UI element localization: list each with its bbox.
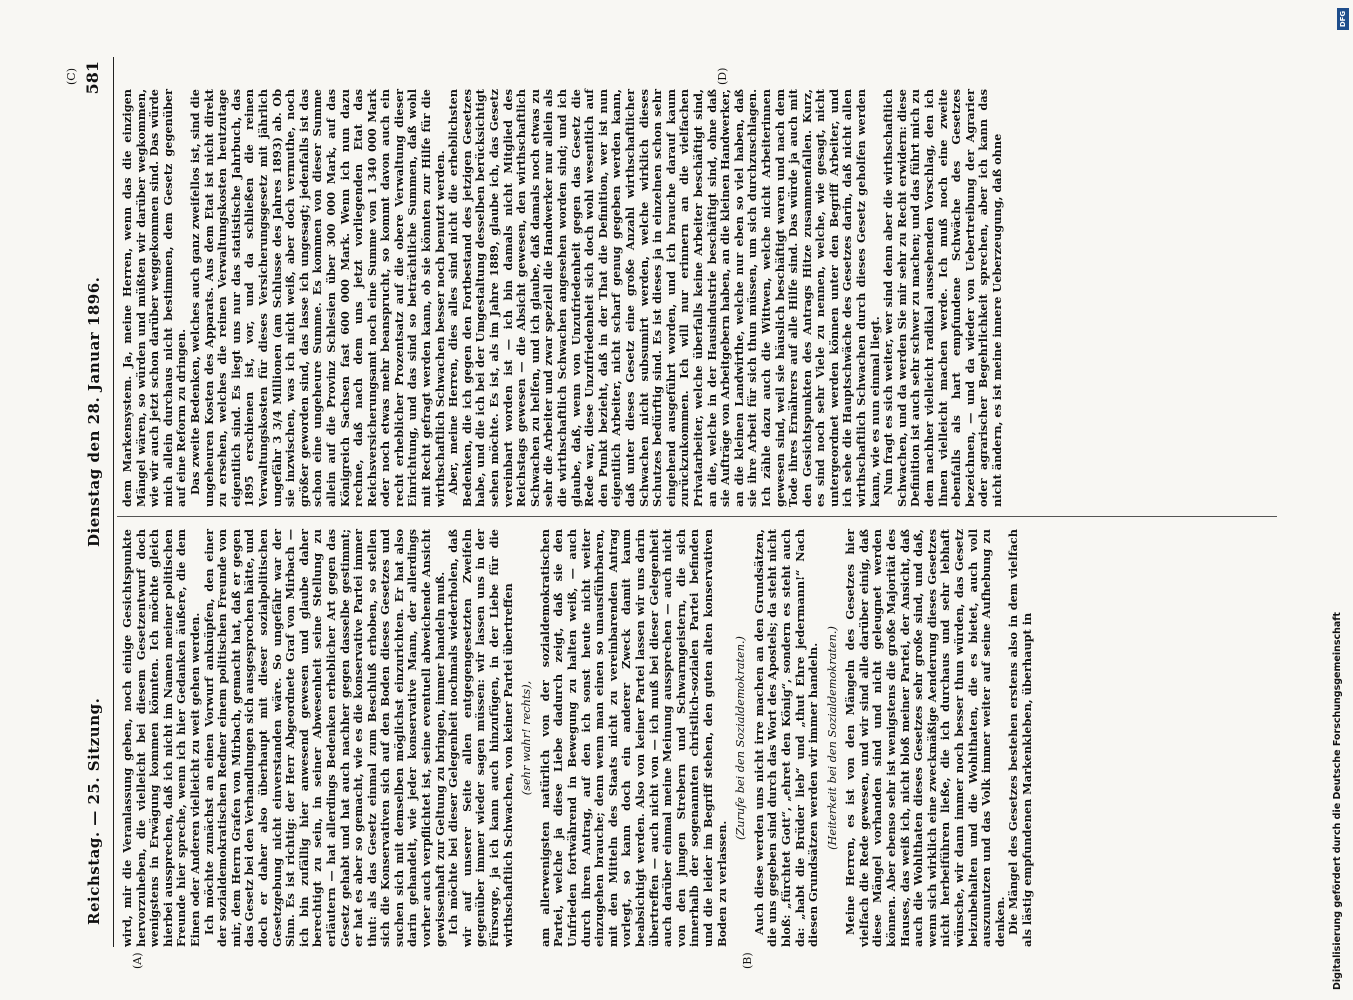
interjection: (Heiterkeit bei den Sozialdemokraten.) (825, 626, 839, 850)
page-number: 581 (83, 61, 102, 95)
running-header (81, 57, 111, 947)
left-column (121, 529, 1035, 947)
paragraph: Ich möchte zunächst an einen Vorwurf anknüpfen, den einer der sozialdemokratischen Redner einem politischen Freunde von mir, dem Herrn Grafen von Mirbach, gemacht hat, daß er gegen das Gesetz bei den Verhandlungen sich ausgesprochen hätte, und doch er daher also überhaupt mit dieser sozialpolitischen Gesetzgebung nicht einverstanden wäre. So ungefähr war der Sinn. Es ist richtig: der Herr Abgeordnete Graf von Mirbach — ich bin zufällig hier anwesend gewesen und glaube daher berechtigt zu sein, in seiner Abwesenheit seine Stellung zu erläutern — hat allerdings Bedenken erheblicher Art gegen das Gesetz gehabt und hat auch nachher gegen dasselbe gestimmt; er hat es aber so gemacht, wie es die konservative Partei immer thut: als das Gesetz einmal zum Beschluß erhoben, so stellen sich die Konservativen sich auf den Boden dieses Gesetzes und suchen sich mit demselben möglichst einzurichten. Er hat also darin gehandelt, wie jeder konservative Mann, der allerdings vorher auch verpflichtet ist, seine eventuell abweichende Ansicht gewissenhaft zur Geltung zu bringen, immer handeln muß. (201, 529, 447, 947)
header-session: Reichstag. — 25. Sitzung. (85, 697, 103, 925)
interjection: (sehr wahr! rechts), (520, 680, 534, 796)
paragraph: Nun fragt es sich weiter, wer sind denn aber die wirthschaftlich Schwachen, und da werden Sie mir sehr zu Recht erwidern: diese Definition ist auch sehr schwer zu machen; und das führt mich zu dem nachher vielleicht radikal aussehenden Vorschlag, den ich Ihnen vielleicht machen werde. Ich muß noch eine zweite ebenfalls als hart empfundene Schwäche des Gesetzes bezeichnen, — und da wieder von Uebertreibung der Agrarier oder agrarischer Begehrlichkeit sprechen, aber ich kann das nicht ändern, es ist meine innere Ueberzeugung, daß ohne (881, 89, 1004, 507)
paragraph: Auch diese werden uns nicht irre machen an den Grundsätzen, die uns gegeben sind durch das Wort des Apostels; da steht nicht bloß: „fürchtet Gott“, „ehret den König“, sondern es steht auch da: „habt die Brüder lieb“ und „thut Ehre jedermann!“ Nach diesen Grundsätzen werden wir immer handeln. (751, 529, 821, 947)
margin-marker-d: (D) (716, 67, 729, 85)
margin-marker-a: (A) (131, 952, 144, 969)
paragraph: Meine Herren, es ist von den Mängeln des Gesetzes hier vielfach die Rede gewesen, und wir sind alle darüber einig, daß diese Mängel vorhanden sind und nicht geleugnet werden können. Aber ebenso sehr ist wenigstens die große Majorität des Hauses, das weiß ich, nicht bloß meiner Partei, der Ansicht, daß auch die Wohlthaten dieses Gesetzes sehr große sind, und daß, wenn sich wirklich eine zweckmäßige Aenderung dieses Gesetzes nicht herbeiführen ließe, die ich durchaus und sehr lebhaft wünsche, wir dann immer noch besser thun würden, das Gesetz beizubehalten und die Wohlthaten, die es bietet, auch voll auszunutzen und das Volk immer weiter auf seine Aufhebung zu denken. (843, 529, 1007, 947)
digitization-credit: Digitalisierung gefördert durch die Deutsche Forschungsgemeinschaft (1332, 612, 1343, 990)
dfg-logo-text: DFG (1339, 10, 1347, 28)
page-content (65, 57, 1286, 969)
paragraph: Ich möchte bei dieser Gelegenheit nochmals wiederholen, daß wir auf unserer Seite allen entgegengesetzten Zweifeln gegenüber immer wieder sagen müssen: wir lassen uns in der Fürsorge, ja ich kann auch hinzufügen, in der Liebe für die wirthschaftlich Schwachen, von keiner Partei übertreffen (446, 529, 515, 947)
column-divider (117, 516, 1277, 517)
paragraph: am allerwenigsten natürlich von der sozialdemokratischen Partei, welche ja diese Liebe dadurch zeigt, daß sie den Unfrieden fortwährend in Bewegung zu halten weiß, — auch durch ihren Antrag, auf den ich sonst heute nicht weiter einzugehen brauche; denn wenn man einen so unausführbaren, mit den Mitteln des Staats nicht zu vereinbarenden Antrag vorlegt, so kann doch ein anderer Zweck damit kaum beabsichtigt werden. Also von keiner Partei lassen wir uns darin übertreffen — auch nicht von — ich muß bei dieser Gelegenheit auch darüber einmal meine Meinung aussprechen — auch nicht von den jungen Strebern und Schwarmgeistern, die sich innerhalb der sogenannten christlich-sozialen Partei befinden und die leider im Begriff stehen, den guten alten konservativen Boden zu verlassen. (537, 529, 729, 947)
paragraph: dem Markensystem. Ja, meine Herren, wenn das die einzigen Mängel wären, so würden und müßten wir darüber wegkommen, wie wir auch jetzt schon darüber weggekommen sind. Das würde mich allein durchaus nicht bestimmen, dem Gesetz gegenüber auf eine Reform zu dringen. (120, 89, 189, 507)
paragraph: Die Mängel des Gesetzes bestehen erstens also in dem vielfach als lästig empfundenen Markenkleben, überhaupt in (1006, 529, 1034, 947)
paragraph: Das zweite Bedenken, welches auch ganz zweifellos ist, sind die ungeheuren Kosten des Apparats. Aus dem Etat ist nicht direkt zu ersehen, welches die reinen Verwaltungskosten heutzutage eigentlich sind. Es liegt uns nur das statistische Jahrbuch, das 1895 erschienen ist, vor, und da schließen die reinen Verwaltungskosten für dieses Versicherungsgesetz mit jährlich ungefähr 3 3/4 Millionen (am Schlusse des Jahres 1893) ab. Ob sie inzwischen, was ich nicht weiß, aber doch vermuthe, noch größer geworden sind, das lasse ich ungesagt; jedenfalls ist das schon eine ungeheure Summe. Es kommen von dieser Summe allein auf die Provinz Schlesien über 300 000 Mark, auf das Königreich Sachsen fast 600 000 Mark. Wenn ich nun dazu rechne, daß nach dem uns jetzt vorliegenden Etat das Reichsversicherungsamt noch eine Summe von 1 340 000 Mark oder noch etwas mehr beansprucht, so kommt davon auch ein recht erheblicher Prozentsatz auf die obere Verwaltung dieser Einrichtung, und das sind so beträchtliche Summen, daß wohl mit Recht gefragt werden kann, ob sie könnten zur Hilfe für die wirthschaftlich Schwachen besser noch benutzt werden. (187, 89, 447, 507)
right-column (121, 89, 1005, 507)
header-rule (113, 57, 114, 947)
header-date: Dienstag den 28. Januar 1896. (85, 276, 103, 547)
paragraph: Aber, meine Herren, dies alles sind nicht die erheblichsten Bedenken, die ich gegen den Fortbestand des jetzigen Gesetzes habe, und die ich bei der Umgestaltung desselben berücksichtigt sehen möchte. Es ist, als im Jahre 1889, glaube ich, das Gesetz vereinbart worden ist — ich bin damals nicht Mitglied des Reichstags gewesen — die Absicht gewesen, den wirthschaftlich Schwachen zu helfen, und ich glaube, daß damals noch etwas zu sehr die Arbeiter und zwar speziell die Handwerker nur allein als die wirthschaftlich Schwachen angesehen worden sind; und ich glaube, daß, wenn von Unzufriedenheit gegen das Gesetz die Rede war, diese Unzufriedenheit sich doch wohl wesentlich auf den Punkt bezieht, daß in der That die Definition, wer ist nun eigentlich Arbeiter, nicht scharf genug gegeben werden kann, daß unter dieses Gesetz eine große Anzahl wirthschaftlicher Schwachen nicht subsumirt werden, welche wirklich dieses Schutzes bedürftig sind. Es ist dieses ja in einzelnen schon sehr eingehend ausgeführt worden, und ich brauche darauf kaum zurückzukommen. Ich will nur erinnern an die vielfachen Privatarbeiter, welche überfalls keine Arbeiter beschäftigt sind, an die, welche in der Hausindustrie beschäftigt sind, ohne daß sie Aufträge von Arbeitgebern haben, an die kleinen Handwerker, an die kleinen Landwirthe, welche nur eben so viel haben, daß sie ihre Arbeit für sich thun müssen, um sich durchzuschlagen. Ich zähle dazu auch die Wittwen, welche nicht Arbeiterinnen gewesen sind, weil sie häuslich beschäftigt waren und nach dem Tode ihres Ernährers auf alle Hilfe sind. Das würde ja auch mit den Gesichtspunkten des Antrags Hitze zusammenfallen. Kurz, es sind noch sehr Viele zu nennen, welche, wie gesagt, nicht untergeordnet werden können unter den Begriff Arbeiter, und ich sehe die Hauptschwäche des Gesetzes darin, daß nicht allen wirthschaftlich Schwachen durch dieses Gesetz geholfen werden kann, wie es nun einmal liegt. (446, 89, 882, 507)
dfg-logo (1337, 8, 1349, 30)
margin-marker-b: (B) (741, 952, 754, 969)
interjection: (Zurufe bei den Sozialdemokraten.) (734, 636, 748, 840)
paragraph: wird, mir die Veranlassung geben, noch einige Gesichtspunkte hervorzuheben, die vielleicht bei diesem Gesetzentwurf doch wenigstens in Erwägung kommen könnten. Ich möchte gleich hierbei aussprechen, daß ich nicht im Namen meiner politischen Freunde hier spreche, wenn ich hier Gedanken äußere, die dem Einen oder Anderen vielleicht zu weit gehen werden. (120, 529, 202, 947)
margin-marker-c: (C) (65, 68, 78, 85)
